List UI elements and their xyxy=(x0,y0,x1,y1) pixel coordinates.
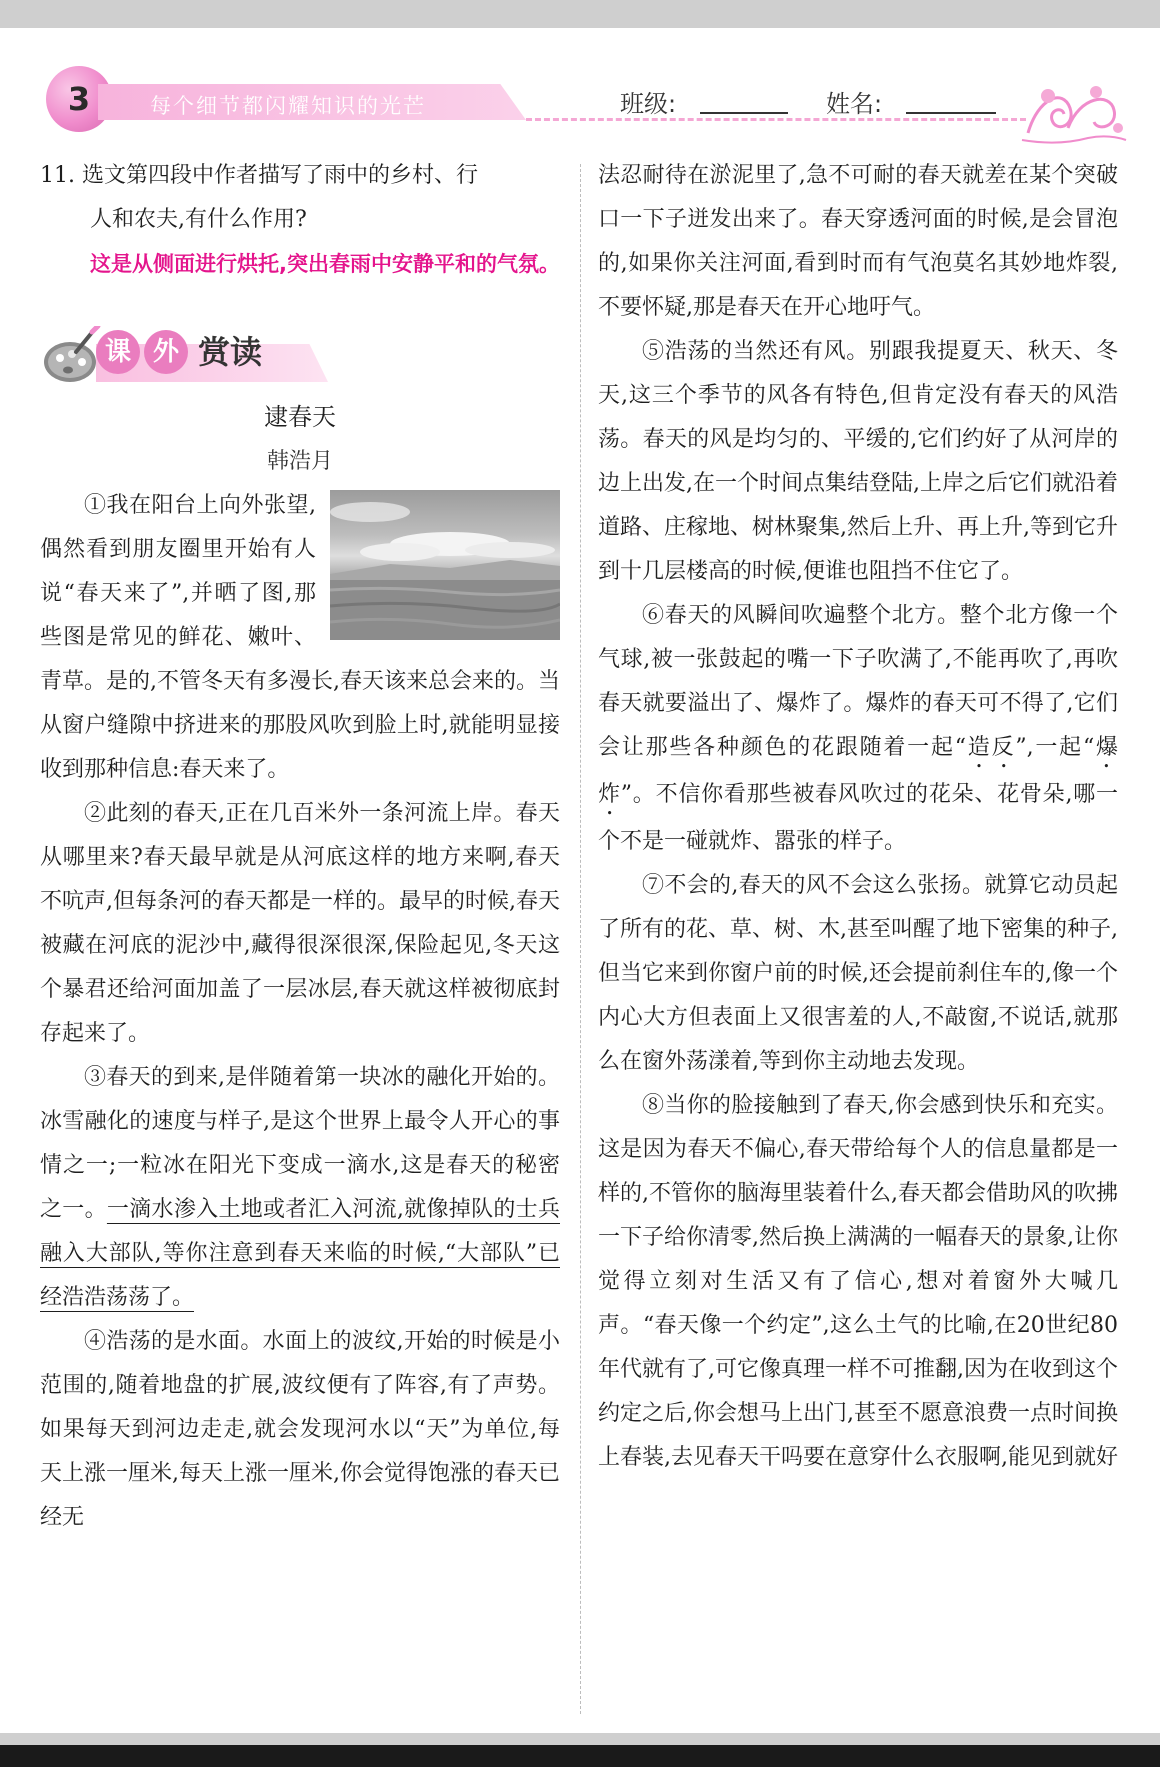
paragraph-6-part-b: ”,一起“ xyxy=(1015,735,1095,760)
question-11-line1: 11. 选文第四段中作者描写了雨中的乡村、行 xyxy=(40,163,478,188)
workbook-page xyxy=(0,28,1160,1733)
emphasis-baozha: 爆炸 xyxy=(598,735,1118,807)
paragraph-7: ⑦不会的,春天的风不会这么张扬。就算它动员起了所有的花、草、树、木,甚至叫醒了地下密集的种子,但当它来到你窗户前的时候,还会提前刹住车的,像一个内心大方但表面上又很害羞的人,不敲窗,不说话,就那么在窗外荡漾着,等到你主动地去发现。 xyxy=(598,873,1118,1074)
class-blank xyxy=(700,112,788,114)
section-char-circle-2: 外 xyxy=(144,330,188,374)
article-author: 韩浩月 xyxy=(266,449,333,474)
bottom-edge-bar xyxy=(0,1745,1160,1767)
article-title: 逮春天 xyxy=(264,403,336,431)
paragraph-3-text: ③春天的到来,是伴随着第一块冰的融化开始的。冰雪融化的速度与样子,是这个世界上最令人开心的事情之一;一粒冰在阳光下变成一滴水,这是春天的秘密之一。 xyxy=(40,1065,560,1222)
class-label: 班级: xyxy=(620,90,677,118)
section-title-text: 赏读 xyxy=(198,333,263,371)
paragraph-2: ②此刻的春天,正在几百米外一条河流上岸。春天从哪里来?春天最早就是从河底这样的地方来啊,春天不吭声,但每条河的春天都是一样的。最早的时候,春天被藏在河底的泥沙中,藏得很深很深,保险起见,冬天这个暴君还给河面加盖了一层冰层,春天就这样被彻底封存起来了。 xyxy=(40,801,560,1046)
paragraph-8: ⑧当你的脸接触到了春天,你会感到快乐和充实。这是因为春天不偏心,春天带给每个人的信息量都是一样的,不管你的脑海里装着什么,春天都会借助风的吹拂一下子给你清零,然后换上满满的一幅春天的景象,让你觉得立刻对生活又有了信心,想对着窗外大喊几声。“春天像一个约定”,这么土气的比喻,在20世纪80年代就有了,可它像真理一样不可推翻,因为在收到这个约定之后,你会想马上出门,甚至不愿意浪费一点时间换上春装,去见春天干吗要在意穿什么衣服啊,能见到就好 xyxy=(598,1093,1118,1470)
floral-ornament-icon xyxy=(1018,78,1130,148)
extracurricular-reading-banner xyxy=(40,324,560,394)
name-label: 姓名: xyxy=(826,90,883,118)
paragraph-6 xyxy=(598,594,1118,864)
page-number-badge: 3 xyxy=(46,66,112,132)
paint-palette-icon xyxy=(40,326,102,386)
section-char-circle-1: 课 xyxy=(96,330,140,374)
motto-text: 每个细节都闪耀知识的光芒 xyxy=(150,94,426,118)
paragraph-3 xyxy=(40,1056,560,1320)
paragraph-5: ⑤浩荡的当然还有风。别跟我提夏天、秋天、冬天,这三个季节的风各有特色,但肯定没有春天的风浩荡。春天的风是均匀的、平缓的,它们约好了从河岸的边上出发,在一个时间点集结登陆,上岸之后它们就沿着道路、庄稼地、树林聚集,然后上升、再上升,等到它升到十几层楼高的时候,便谁也阻挡不住它了。 xyxy=(598,339,1118,584)
column-divider xyxy=(580,164,581,1714)
left-column xyxy=(40,154,560,1540)
right-column xyxy=(598,154,1118,1480)
spring-meadow-photo xyxy=(330,490,560,640)
question-11-line2: 人和农夫,有什么作用? xyxy=(90,207,307,232)
emphasis-zaofan: 造反 xyxy=(966,735,1016,760)
paragraph-4: ④浩荡的是水面。水面上的波纹,开始的时候是小范围的,随着地盘的扩展,波纹便有了阵容,有了声势。如果每天到河边走走,就会发现河水以“天”为单位,每天上涨一厘米,每天上涨一厘米,你会觉得饱涨的春天已经无 xyxy=(40,1329,560,1530)
paragraph-1: ①我在阳台上向外张望,偶然看到朋友圈里开始有人说“春天来了”,并晒了图,那些图是常见的鲜花、嫩叶、青草。是的,不管冬天有多漫长,春天该来总会来的。当从窗户缝隙中挤进来的那股风吹到脸上时,就能明显接收到那种信息:春天来了。 xyxy=(40,493,560,782)
paragraph-6-part-c: ”。不信你看那些被春风吹过的花朵、花骨朵,哪一个不是一碰就炸、嚣张的样子。 xyxy=(598,782,1118,854)
header-dashed-line xyxy=(526,118,1026,121)
name-blank xyxy=(906,112,996,114)
question-11-answer: 这是从侧面进行烘托,突出春雨中安静平和的气氛。 xyxy=(90,252,560,276)
paragraph-4-continued: 法忍耐待在淤泥里了,急不可耐的春天就差在某个突破口一下子迸发出来了。春天穿透河面的时候,是会冒泡的,如果你关注河面,看到时而有气泡莫名其妙地炸裂,不要怀疑,那是春天在开心地吁气。 xyxy=(598,163,1118,320)
paragraph-3-underlined: 一滴水渗入土地或者汇入河流,就像掉队的士兵融入大部队,等你注意到春天来临的时候,“大部队”已经浩浩荡荡了。 xyxy=(40,1197,560,1310)
paragraph-6-part-a: ⑥春天的风瞬间吹遍整个北方。整个北方像一个气球,被一张鼓起的嘴一下子吹满了,不能再吹了,再吹春天就要溢出了、爆炸了。爆炸的春天可不得了,它们会让那些各种颜色的花跟随着一起“ xyxy=(598,603,1118,760)
